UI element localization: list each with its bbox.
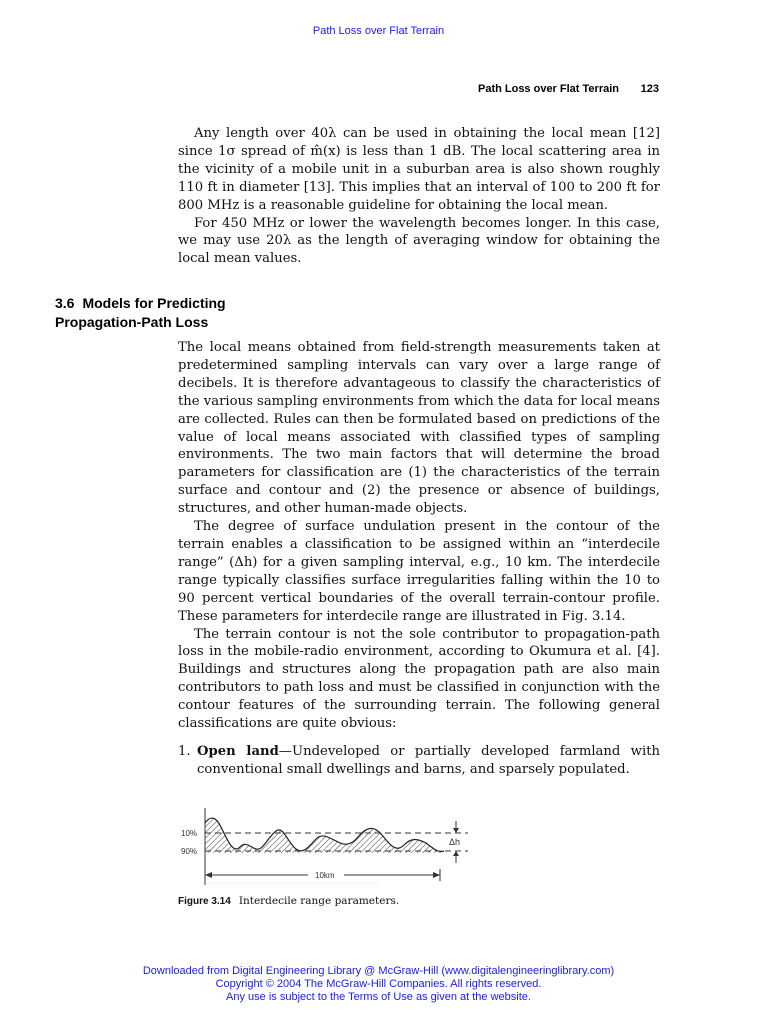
figure-caption: [178, 895, 628, 907]
label-distance: 10km: [315, 871, 335, 880]
list-item-term: Open land: [197, 744, 279, 759]
footer-terms-link[interactable]: Any use is subject to the Terms of Use as given at the website.: [226, 991, 531, 1003]
label-90-percent: 90%: [181, 847, 198, 856]
figure-3-14: [178, 803, 478, 893]
label-10-percent: 10%: [181, 829, 198, 838]
label-delta-h: Δh: [449, 837, 461, 847]
caption-text: Interdecile range parameters.: [238, 895, 400, 907]
list-item-body: [197, 743, 660, 779]
intro-paragraph-2: For 450 MHz or lower the wavelength becomes longer. In this case, we may use 20λ as the length of averaging window for obtaining the local mean values.: [178, 215, 660, 267]
section-paragraph-1: The local means obtained from field-strength measurements taken at predetermined sampling intervals can vary over a large range of decibels. It is therefore advantageous to classify the characteristics of the various sampling environments from which the data for local means are collected. Rules can then be formulated based on predictions of the value of local means associated with classified types of sampling environments. The two main factors that will determine the broad parameters for classification are (1) the characteristics of the terrain surface and contour and (2) the presence or absence of buildings, structures, and other human-made objects.: [178, 340, 660, 517]
section-title-line2: Propagation-Path Loss: [55, 314, 209, 330]
section-number: 3.6: [55, 295, 75, 311]
section-paragraph-2: The degree of surface undulation present in the contour of the terrain enables a classification to be assigned within an “interdecile range” (Δh) for a given sampling interval, e.g., 10 km. The interdecile range typically classifies surface irregularities falling within the 10 to 90 percent vertical boundaries of the overall terrain-contour profile. These parameters for interdecile range are illustrated in Fig. 3.14.: [178, 519, 660, 624]
section-paragraph-3: The terrain contour is not the sole contributor to propagation-path loss in the mobile-radio environment, according to Okumura et al. [4]. Buildings and structures along the propagation path are also main contributors to path loss and must be classified in conjunction with the contour features of the surrounding terrain. The following general classifications are quite obvious:: [178, 626, 660, 732]
list-item-number: 1.: [178, 744, 191, 759]
classification-list: [178, 743, 660, 779]
intro-block: [178, 125, 660, 268]
terrain-profile-diagram: [178, 803, 478, 893]
dh-arrowhead-bottom: [453, 851, 459, 856]
distance-arrowhead-left: [205, 872, 212, 878]
distance-arrowhead-right: [433, 872, 440, 878]
intro-paragraph-1: Any length over 40λ can be used in obtaining the local mean [12] since 1σ spread of m̂(x) is less than 1 dB. The local scattering area in the vicinity of a mobile unit in a suburban area is also shown roughly 110 ft in diameter [13]. This implies that an interval of 100 to 200 ft for 800 MHz is a reasonable guideline for obtaining the local mean.: [178, 126, 660, 213]
caption-label: Figure 3.14: [178, 896, 231, 907]
footer-copyright: Copyright © 2004 The McGraw-Hill Companies. All rights reserved.: [215, 978, 542, 990]
top-chapter-link[interactable]: Path Loss over Flat Terrain: [312, 25, 445, 37]
section-heading: [55, 294, 315, 332]
list-item: [178, 743, 660, 779]
page-number: 123: [640, 83, 659, 95]
dh-arrowhead-top: [453, 828, 459, 833]
copyright-footer: [0, 965, 757, 1004]
section-title-line1: Models for Predicting: [82, 295, 226, 311]
running-head-title: Path Loss over Flat Terrain: [477, 83, 619, 95]
footer-download-link[interactable]: Downloaded from Digital Engineering Library @ McGraw-Hill (www.digitalengineeringlibrary.com): [142, 965, 615, 977]
list-item-text: —Undeveloped or partially developed farmland with conventional small dwellings and barns, and sparsely populated.: [197, 744, 660, 777]
section-body: [178, 339, 660, 733]
